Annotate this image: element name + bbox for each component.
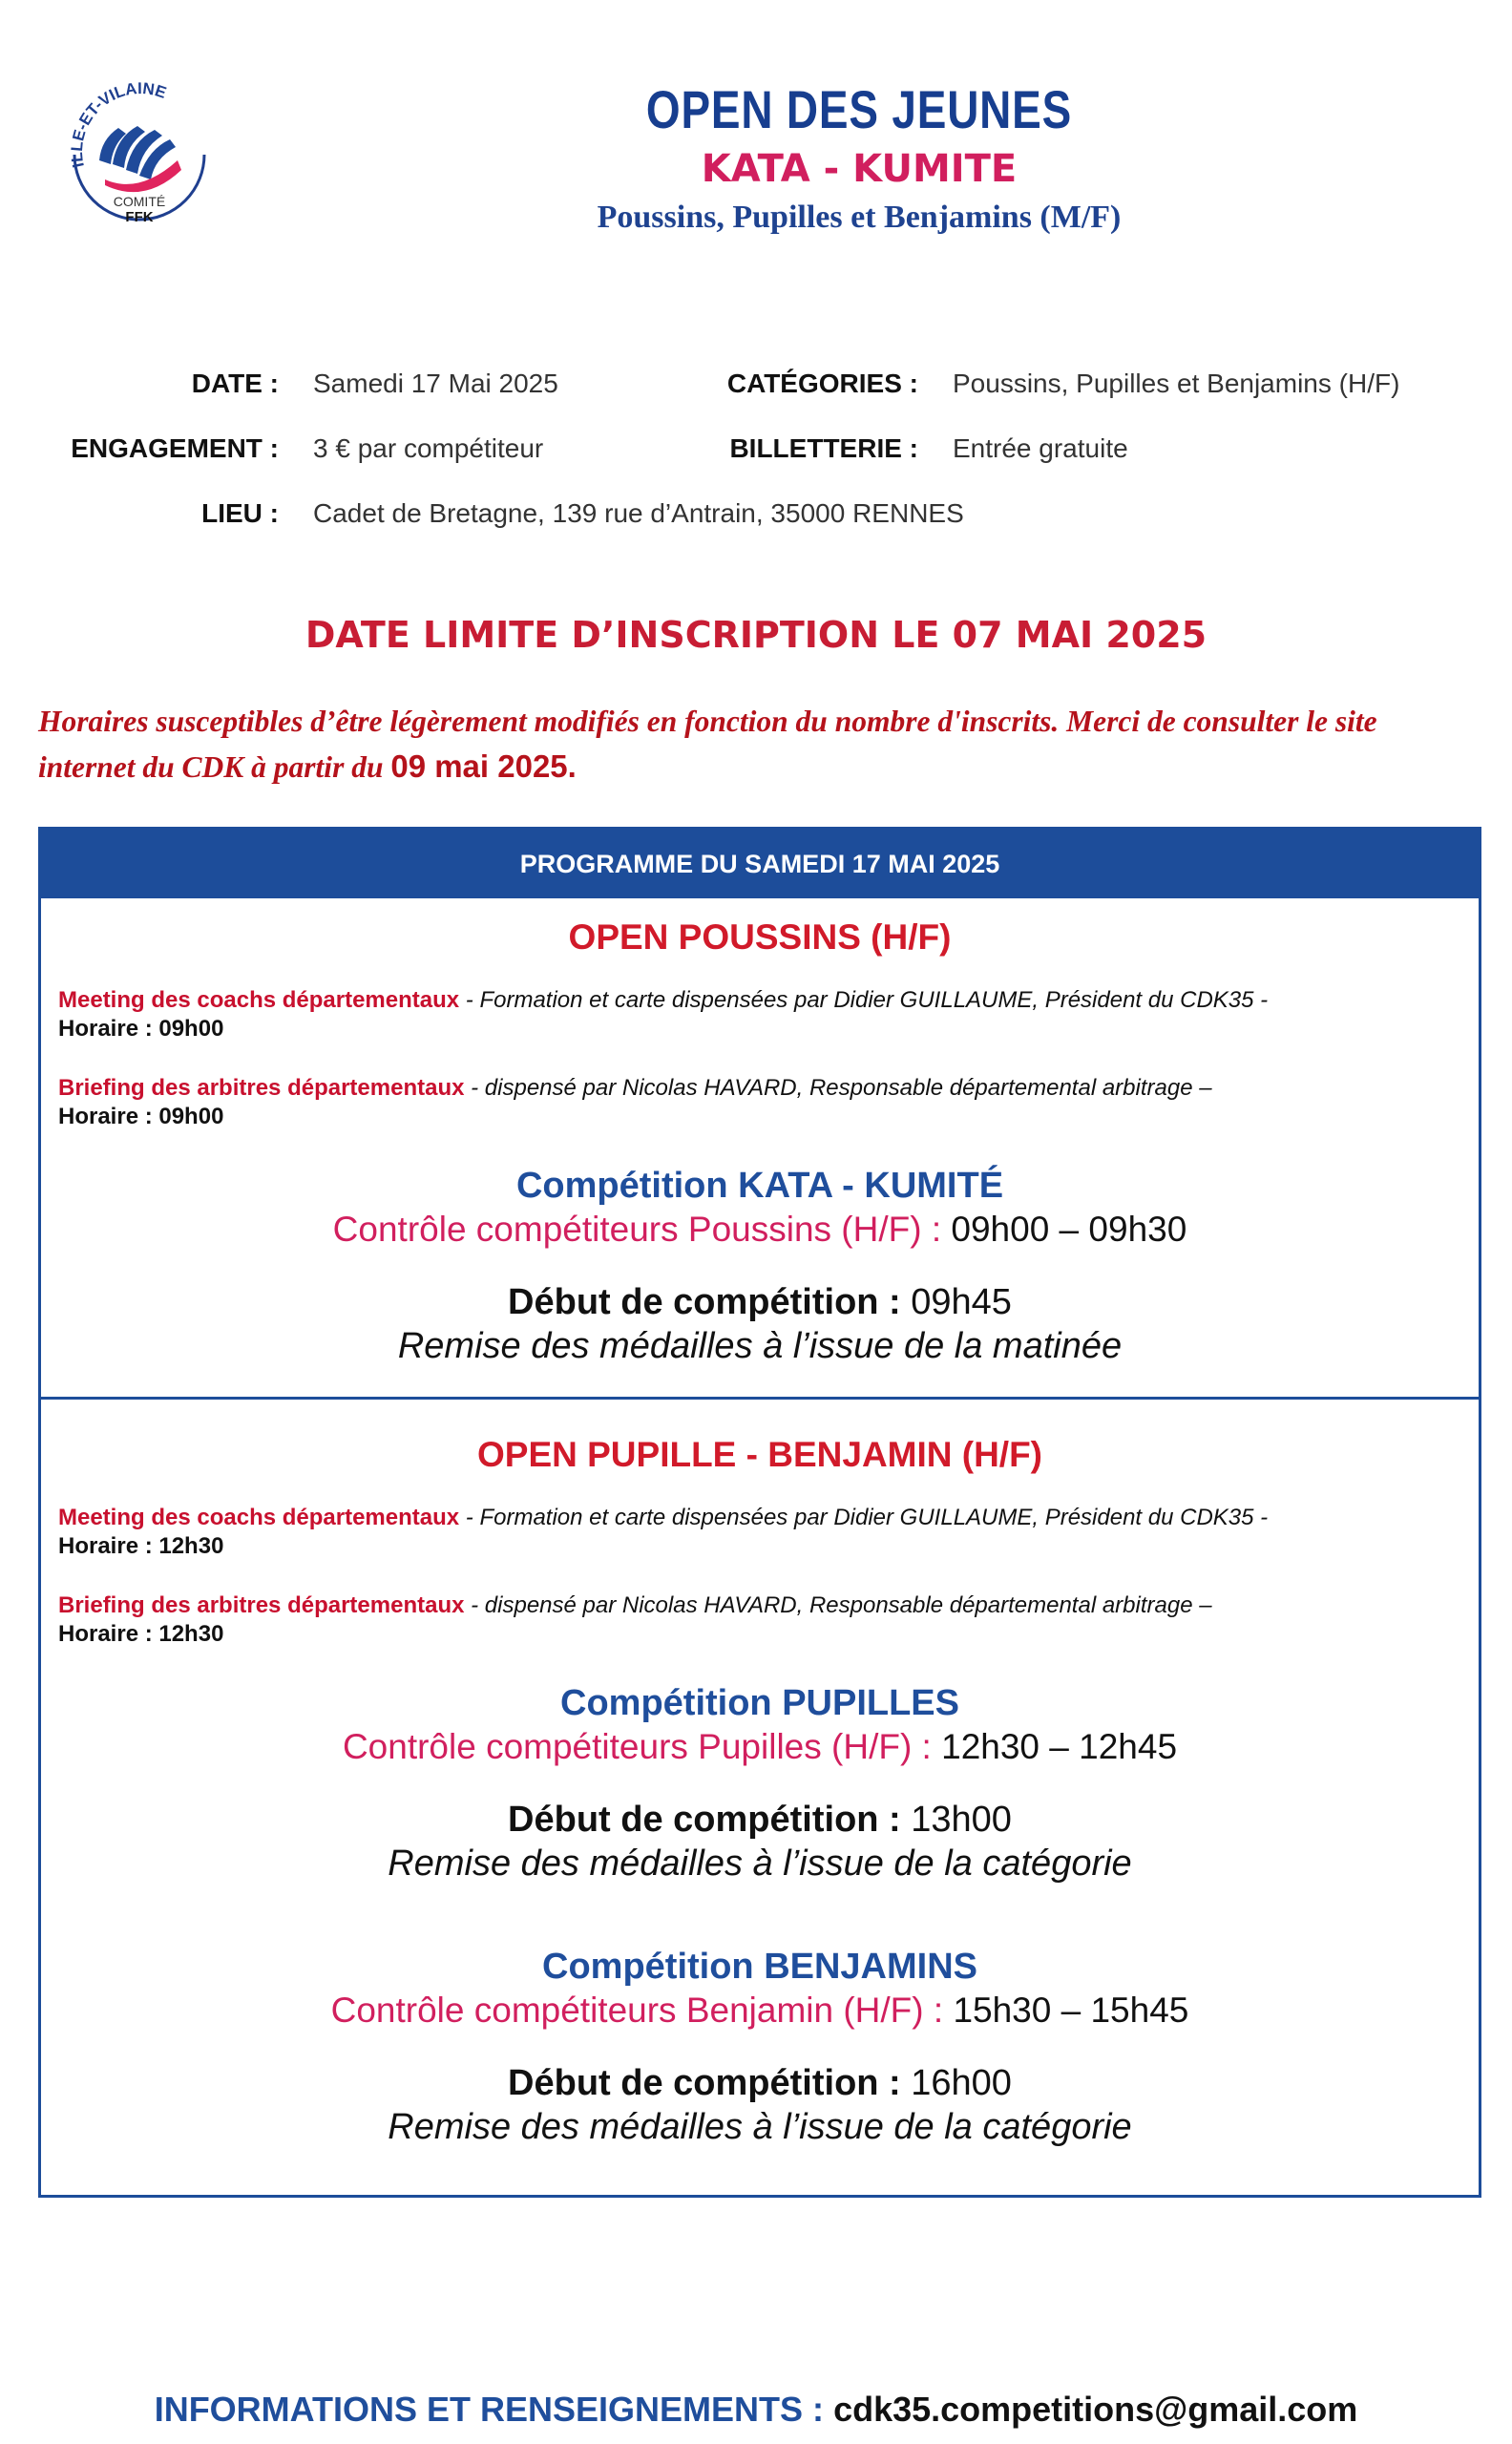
competition-start-time: 13h00: [900, 1800, 1012, 1840]
schedule-note-end: .: [567, 748, 577, 784]
registration-deadline: DATE LIMITE D’INSCRIPTION LE 07 MAI 2025: [304, 614, 1208, 656]
categories-label: CATÉGORIES :: [726, 369, 918, 398]
coach-meeting-time: Horaire : 12h30: [58, 1533, 224, 1559]
competitor-check-pupilles: [41, 1725, 1479, 1769]
contact-email[interactable]: cdk35.competitions@gmail.com: [833, 2390, 1358, 2429]
billetterie-value: Entrée gratuite: [953, 433, 1128, 463]
coach-meeting-text: - Formation et carte dispensées par Didier GUILLAUME, Président du CDK35 -: [459, 987, 1269, 1013]
section-title-poussins: OPEN POUSSINS (H/F): [568, 917, 952, 957]
programme-header: PROGRAMME DU SAMEDI 17 MAI 2025: [41, 830, 1479, 898]
referee-briefing-time: Horaire : 09h00: [58, 1104, 224, 1129]
event-title: OPEN DES JEUNES: [645, 79, 1073, 139]
competitor-check-label: Contrôle compétiteurs Benjamin (H/F) :: [330, 1991, 944, 2030]
competition-start-pupilles: [41, 1798, 1479, 1842]
logo-comite-text: COMITÉ: [113, 194, 166, 209]
coach-meeting-label: Meeting des coachs départementaux: [58, 1505, 460, 1530]
contact-label: INFORMATIONS ET RENSEIGNEMENTS :: [154, 2390, 825, 2429]
logo-arc-text: ILLE-ET-VILAINE: [67, 78, 169, 170]
competition-name: Compétition KATA - KUMITÉ: [515, 1166, 1004, 1206]
lieu-value: Cadet de Bretagne, 139 rue d’Antrain, 35000 RENNES: [313, 498, 964, 528]
competitor-check-time: 15h30 – 15h45: [943, 1991, 1189, 2030]
coach-meeting-label: Meeting des coachs départementaux: [58, 987, 460, 1013]
comite-ffk-logo: [63, 78, 216, 231]
coach-meeting-time: Horaire : 09h00: [58, 1016, 224, 1042]
referee-briefing-text: - dispensé par Nicolas HAVARD, Responsable départemental arbitrage –: [464, 1075, 1212, 1101]
lieu-label: LIEU :: [201, 498, 279, 528]
medal-ceremony-benjamins: Remise des médailles à l’issue de la catégorie: [388, 2107, 1132, 2147]
referee-briefing-text: - dispensé par Nicolas HAVARD, Responsable départemental arbitrage –: [464, 1592, 1212, 1618]
section-divider: [41, 1397, 1479, 1400]
competition-start-time: 16h00: [900, 2063, 1012, 2103]
section-title-pupille-benjamin: OPEN PUPILLE - BENJAMIN (H/F): [476, 1435, 1043, 1474]
date-label: DATE :: [191, 369, 279, 398]
schedule-note-text: Horaires susceptibles d’être légèrement modifiés en fonction du nombre d'inscrits. Merci de consulter le site internet du CDK à partir du: [38, 705, 1377, 784]
date-value: Samedi 17 Mai 2025: [313, 369, 558, 398]
competition-start-time: 09h45: [900, 1282, 1012, 1322]
coach-meeting-info: [58, 1504, 1465, 1561]
competition-name-benjamins: Compétition BENJAMINS: [542, 1947, 977, 1987]
billetterie-label: BILLETTERIE :: [729, 433, 918, 463]
competition-start: [41, 1280, 1479, 1324]
engagement-label: ENGAGEMENT :: [71, 433, 279, 463]
event-categories-line: Poussins, Pupilles et Benjamins (M/F): [597, 200, 1122, 235]
competition-start-label: Début de compétition :: [508, 1800, 901, 1840]
schedule-note-date: 09 mai 2025: [390, 748, 568, 784]
coach-meeting-info: [58, 986, 1465, 1043]
ille-et-vilaine-logo-graphic: [63, 78, 216, 231]
coach-meeting-text: - Formation et carte dispensées par Didier GUILLAUME, Président du CDK35 -: [459, 1505, 1269, 1530]
competitor-check-time: 09h00 – 09h30: [941, 1210, 1187, 1249]
categories-value: Poussins, Pupilles et Benjamins (H/F): [953, 369, 1400, 398]
medal-ceremony-pupilles: Remise des médailles à l’issue de la catégorie: [388, 1844, 1132, 1884]
logo-ffk-text: FFK: [125, 209, 154, 225]
referee-briefing-info: [58, 1591, 1465, 1649]
competitor-check-time: 12h30 – 12h45: [931, 1727, 1178, 1766]
referee-briefing-label: Briefing des arbitres départementaux: [58, 1075, 465, 1101]
medal-ceremony: Remise des médailles à l’issue de la matinée: [397, 1326, 1123, 1366]
competitor-check: [41, 1208, 1479, 1252]
referee-briefing-time: Horaire : 12h30: [58, 1621, 224, 1647]
competitor-check-benjamins: [41, 1989, 1479, 2033]
programme-box: [38, 827, 1481, 2198]
referee-briefing-info: [58, 1074, 1465, 1131]
competition-name-pupilles: Compétition PUPILLES: [560, 1683, 959, 1723]
competitor-check-label: Contrôle compétiteurs Pupilles (H/F) :: [342, 1727, 932, 1766]
referee-briefing-label: Briefing des arbitres départementaux: [58, 1592, 465, 1618]
competition-start-label: Début de compétition :: [508, 2063, 901, 2103]
schedule-note: [38, 699, 1480, 790]
competition-start-label: Début de compétition :: [508, 1282, 901, 1322]
competition-start-benjamins: [41, 2061, 1479, 2105]
event-subtitle: KATA - KUMITE: [701, 147, 1018, 191]
competitor-check-label: Contrôle compétiteurs Poussins (H/F) :: [332, 1210, 942, 1249]
contact-footer: [0, 2389, 1512, 2431]
engagement-value: 3 € par compétiteur: [313, 433, 544, 463]
